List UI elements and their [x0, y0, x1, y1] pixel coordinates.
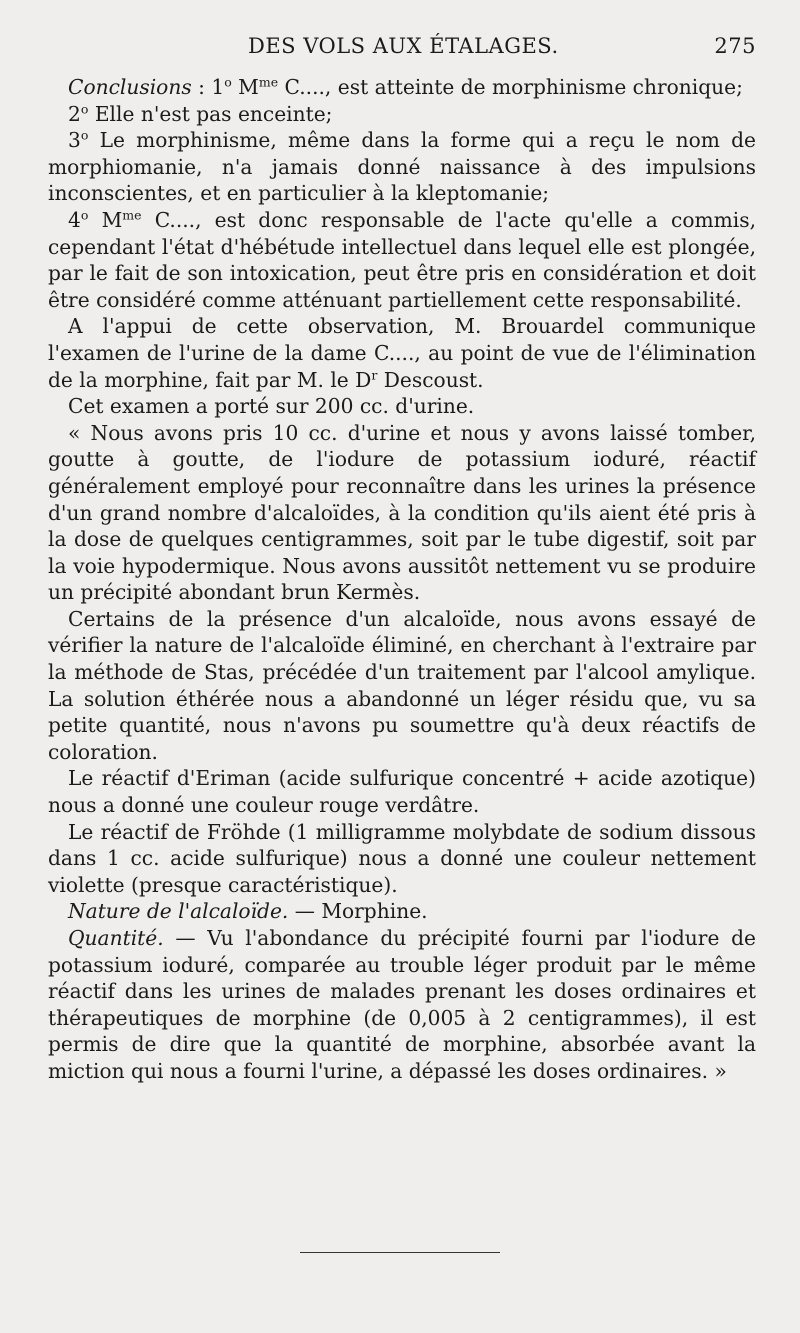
paragraph-text-end: Descoust. — [377, 367, 484, 392]
ordinal-mark: o — [80, 127, 89, 143]
ordinal-mark: o — [224, 74, 232, 90]
paragraph-examen: Cet examen a porté sur 200 cc. d'urine. — [68, 394, 475, 419]
running-header — [48, 34, 756, 58]
abbrev-sup: me — [258, 74, 279, 90]
paragraph-text: — Morphine. — [288, 899, 428, 924]
paragraph-conclusion-3 — [48, 127, 756, 207]
numeral: 2 — [68, 101, 81, 126]
abbrev: M — [88, 207, 123, 232]
abbrev-sup: me — [122, 207, 142, 223]
conclusions-label: Conclusions — [68, 75, 192, 99]
ordinal-mark: o — [80, 100, 89, 116]
paragraph-frohde: Le réactif de Fröhde (1 milligramme molybdate de sodium dissous dans 1 cc. acide sulfurique) nous a donné une couleur nettement violette (presque caractéristique). — [48, 819, 756, 897]
quantite-label: Quantité. — [68, 926, 164, 950]
paragraph-quote-start: « Nous avons pris 10 cc. d'urine et nous y avons laissé tomber, goutte à goutte, de l'iodure de potassium ioduré, réactif généralement employé pour reconnaître dans les urines la présence d'un grand nombre d'alcaloïdes, à la condition qu'ils aient été pris à la dose de quelques centigrammes, soit par le tube digestif, soit par la voie hypodermique. Nous avons aussitôt nettement vu se produire un précipité abondant brun Kermès. — [48, 420, 756, 605]
paragraph-text: Elle n'est pas enceinte; — [88, 101, 333, 126]
numeral: 1 — [211, 75, 225, 99]
ordinal-mark: o — [80, 207, 89, 223]
paragraph-text: Le morphinisme, même dans la forme qui a reçu le nom de morphiomanie, n'a jamais donné naissance à des impulsions inconscientes, et en particulier à la kleptomanie; — [48, 128, 756, 206]
nature-label: Nature de l'alcaloïde. — [68, 899, 289, 924]
paragraph-quantite — [48, 925, 756, 1085]
paragraph-conclusion-4 — [48, 207, 756, 313]
paragraph-text: — Vu l'abondance du précipité fourni par l'iodure de potassium ioduré, comparée au trouble léger produit par le même réactif dans les urines de malades prenant les doses ordinaires et thérapeutiques de morphine (de 0,005 à 2 centigrammes), il est permis de dire que la quantité de morphine, absorbée avant la miction qui nous a fourni l'urine, a dépassé les doses ordinaires. » — [48, 926, 756, 1083]
paragraph-text: A l'appui de cette observation, M. Brouardel communique l'examen de l'urine de la dame C...., au point de vue de l'élimination de la morphine, fait par M. le D — [48, 314, 756, 392]
paragraph-conclusion-2 — [48, 101, 756, 128]
paragraph-text: C...., est atteinte de morphinisme chronique; — [278, 75, 743, 99]
body-text — [48, 74, 756, 1085]
page-number: 275 — [714, 34, 756, 58]
paragraph-text: C...., est donc responsable de l'acte qu'elle a commis, cependant l'état d'hébétude intellectuel dans lequel elle est plongée, par le fait de son intoxication, peut être pris en considération et doit être considéré comme atténuant partiellement cette responsabilité. — [48, 207, 756, 312]
numeral: 3 — [68, 128, 81, 153]
numeral: 4 — [68, 207, 81, 232]
separator: : — [191, 75, 212, 99]
paragraph-appui — [48, 313, 756, 393]
paragraph-conclusion-1 — [48, 74, 756, 101]
abbrev: M — [231, 75, 259, 99]
running-title: DES VOLS AUX ÉTALAGES. — [248, 34, 559, 58]
paragraph-eriman: Le réactif d'Eriman (acide sulfurique concentré + acide azotique) nous a donné une couleur rouge verdâtre. — [48, 766, 756, 818]
section-divider — [300, 1252, 500, 1253]
paragraph-certains: Certains de la présence d'un alcaloïde, nous avons essayé de vérifier la nature de l'alcaloïde éliminé, en cherchant à l'extraire par la méthode de Stas, précédée d'un traitement par l'alcool amylique. La solution éthérée nous a abandonné un léger résidu que, vu sa petite quantité, nous n'avons pu soumettre qu'à deux réactifs de coloration. — [48, 606, 756, 764]
abbrev-sup: r — [371, 366, 378, 382]
paragraph-nature — [48, 898, 756, 925]
